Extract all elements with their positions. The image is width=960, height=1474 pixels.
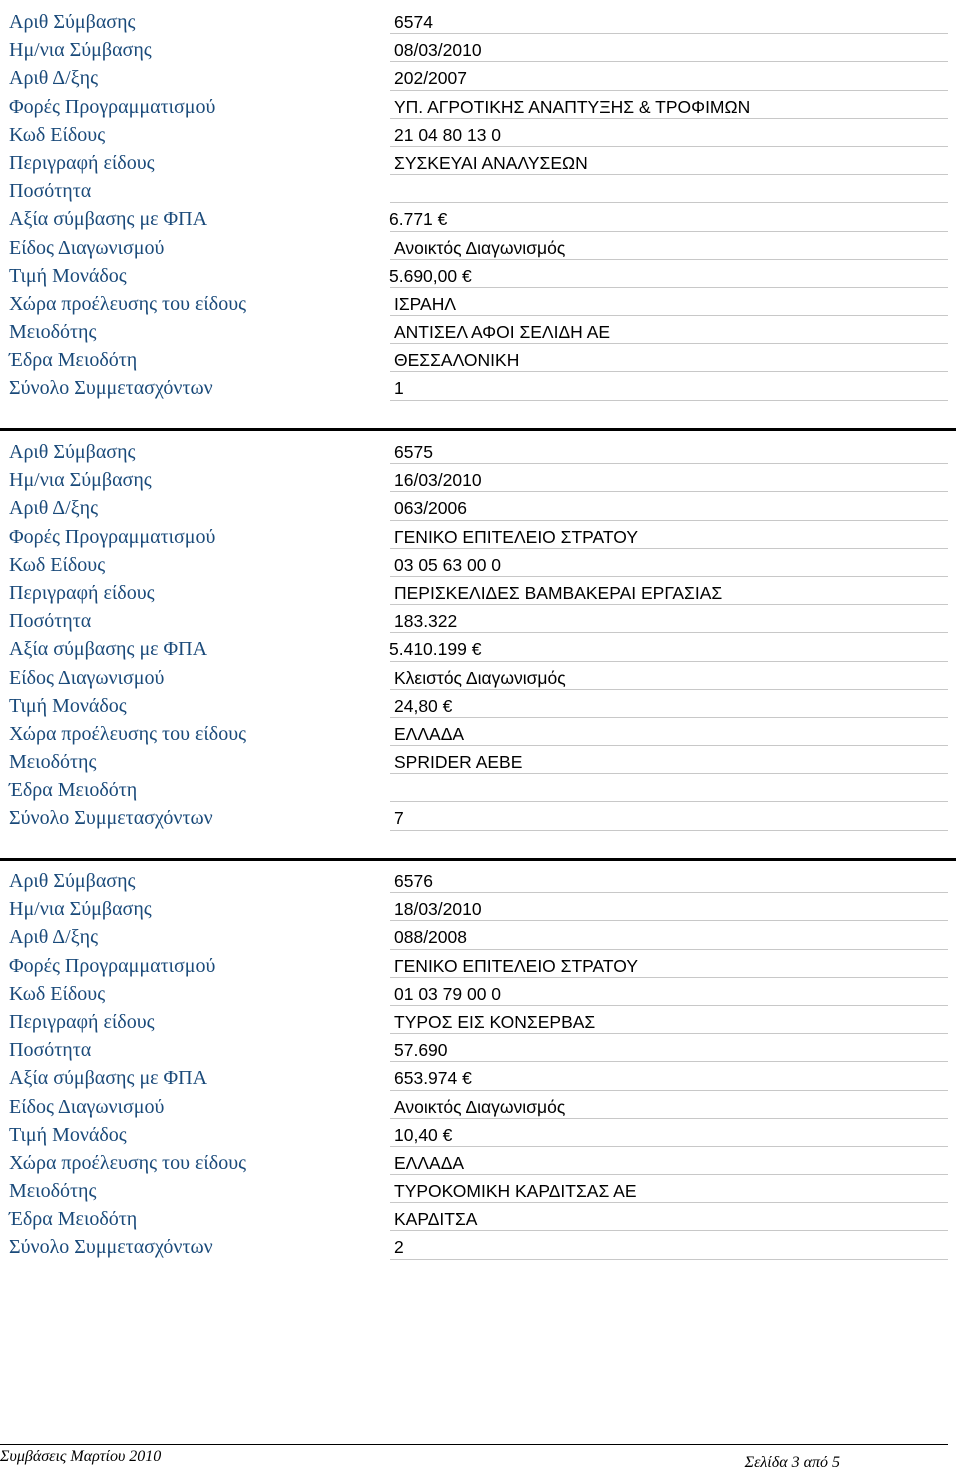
value-underline xyxy=(390,830,948,831)
field-value: 01 03 79 00 0 xyxy=(394,983,502,1004)
field-label: Χώρα προέλευσης του είδους xyxy=(9,1151,247,1174)
field-value: 10,40 € xyxy=(394,1124,453,1145)
field-value: ΙΣΡΑΗΛ xyxy=(394,293,457,314)
field-value: ΥΠ. ΑΓΡΟΤΙΚΗΣ ΑΝΑΠΤΥΞΗΣ & ΤΡΟΦΙΜΩΝ xyxy=(394,96,751,117)
value-underline xyxy=(390,1033,948,1034)
value-underline xyxy=(390,576,948,577)
field-row xyxy=(0,204,960,232)
field-value: 16/03/2010 xyxy=(394,470,482,491)
field-label: Έδρα Μειοδότη xyxy=(9,779,138,802)
field-label: Κωδ Είδους xyxy=(9,982,106,1005)
field-row xyxy=(0,775,960,803)
field-label: Έδρα Μειοδότη xyxy=(9,1208,138,1231)
field-value: Ανοικτός Διαγωνισμός xyxy=(394,1096,566,1117)
field-row xyxy=(0,1092,960,1120)
record-separator xyxy=(0,428,956,431)
field-label: Ημ/νια Σύμβασης xyxy=(9,39,152,62)
field-label: Αξία σύμβασης με ΦΠΑ xyxy=(9,1067,208,1090)
field-row xyxy=(0,261,960,289)
value-underline xyxy=(390,1174,948,1175)
field-value: ΤΥΡΟΣ ΕΙΣ ΚΟΝΣΕΡΒΑΣ xyxy=(394,1011,596,1032)
field-label: Αριθ Δ/ξης xyxy=(9,497,98,520)
field-value: ΚΑΡΔΙΤΣΑ xyxy=(394,1209,478,1230)
field-label: Κωδ Είδους xyxy=(9,123,106,146)
field-row xyxy=(0,719,960,747)
value-underline xyxy=(390,33,948,34)
field-label: Μειοδότης xyxy=(9,321,97,344)
field-value: 6.771 € xyxy=(389,209,448,230)
field-label: Χώρα προέλευσης του είδους xyxy=(9,722,247,745)
field-label: Κωδ Είδους xyxy=(9,553,106,576)
field-value: 183.322 xyxy=(394,611,458,632)
field-row xyxy=(0,1148,960,1176)
field-row xyxy=(0,1063,960,1091)
value-underline xyxy=(390,174,948,175)
value-underline xyxy=(390,745,948,746)
value-underline xyxy=(390,689,948,690)
field-value: 202/2007 xyxy=(394,68,467,89)
field-value: 24,80 € xyxy=(394,695,453,716)
field-row xyxy=(0,63,960,91)
field-row xyxy=(0,1204,960,1232)
field-label: Σύνολο Συμμετασχόντων xyxy=(9,377,213,400)
value-underline xyxy=(390,801,948,802)
value-underline xyxy=(390,1146,948,1147)
field-value: Ανοικτός Διαγωνισμός xyxy=(394,237,566,258)
field-row xyxy=(0,345,960,373)
value-underline xyxy=(390,548,948,549)
value-underline xyxy=(390,1259,948,1260)
field-label: Περιγραφή είδους xyxy=(9,1010,155,1033)
contract-record xyxy=(0,437,960,832)
field-row xyxy=(0,289,960,317)
field-row xyxy=(0,550,960,578)
field-row xyxy=(0,1035,960,1063)
field-value: ΕΛΛΑΔΑ xyxy=(394,723,465,744)
field-value: 2 xyxy=(394,1237,404,1258)
field-label: Χώρα προέλευσης του είδους xyxy=(9,292,247,315)
field-value: 08/03/2010 xyxy=(394,40,482,61)
value-underline xyxy=(390,231,948,232)
field-row xyxy=(0,922,960,950)
field-row xyxy=(0,1176,960,1204)
field-row xyxy=(0,35,960,63)
field-value: 6575 xyxy=(394,442,433,462)
field-label: Ποσότητα xyxy=(9,180,92,203)
field-value: Κλειστός Διαγωνισμός xyxy=(394,667,566,688)
field-row xyxy=(0,493,960,521)
field-label: Σύνολο Συμμετασχόντων xyxy=(9,1236,213,1259)
value-underline xyxy=(390,1230,948,1231)
value-underline xyxy=(390,315,948,316)
field-label: Μειοδότης xyxy=(9,1180,97,1203)
field-value: ΓΕΝΙΚΟ ΕΠΙΤΕΛΕΙΟ ΣΤΡΑΤΟΥ xyxy=(394,955,639,976)
field-label: Έδρα Μειοδότη xyxy=(9,349,138,372)
value-underline xyxy=(390,977,948,978)
field-value: 7 xyxy=(394,808,404,829)
value-underline xyxy=(390,202,948,203)
field-label: Μειοδότης xyxy=(9,751,97,774)
value-underline xyxy=(390,773,948,774)
value-underline xyxy=(390,717,948,718)
field-label: Αξία σύμβασης με ΦΠΑ xyxy=(9,638,208,661)
field-row xyxy=(0,747,960,775)
field-label: Αριθ Σύμβασης xyxy=(9,11,136,33)
record-separator xyxy=(0,858,956,861)
field-label: Είδος Διαγωνισμού xyxy=(9,666,165,689)
value-underline xyxy=(390,892,948,893)
field-value: 5.690,00 € xyxy=(389,265,472,286)
value-underline xyxy=(390,632,948,633)
field-value: ΠΕΡΙΣΚΕΛΙΔΕΣ ΒΑΜΒΑΚΕΡΑΙ ΕΡΓΑΣΙΑΣ xyxy=(394,582,723,603)
value-underline xyxy=(390,1005,948,1006)
value-underline xyxy=(390,520,948,521)
field-label: Ημ/νια Σύμβασης xyxy=(9,469,152,492)
field-label: Αριθ Σύμβασης xyxy=(9,870,136,892)
field-row xyxy=(0,606,960,634)
field-value: 03 05 63 00 0 xyxy=(394,554,502,575)
field-label: Ποσότητα xyxy=(9,610,92,633)
field-label: Φορές Προγραμματισμού xyxy=(9,95,216,118)
value-underline xyxy=(390,343,948,344)
field-value: ΘΕΣΣΑΛΟΝΙΚΗ xyxy=(394,350,520,371)
contract-record xyxy=(0,7,960,402)
field-label: Φορές Προγραμματισμού xyxy=(9,954,216,977)
field-row xyxy=(0,373,960,401)
field-row xyxy=(0,663,960,691)
field-label: Περιγραφή είδους xyxy=(9,581,155,604)
field-value: ΣΥΣΚΕΥΑΙ ΑΝΑΛΥΣΕΩΝ xyxy=(394,152,588,173)
field-row xyxy=(0,522,960,550)
field-value: 6576 xyxy=(394,871,433,891)
value-underline xyxy=(390,1090,948,1091)
value-underline xyxy=(390,259,948,260)
value-underline xyxy=(390,146,948,147)
field-row xyxy=(0,894,960,922)
field-row xyxy=(0,979,960,1007)
value-underline xyxy=(390,491,948,492)
value-underline xyxy=(390,604,948,605)
field-label: Περιγραφή είδους xyxy=(9,151,155,174)
field-row xyxy=(0,1007,960,1035)
field-value: 1 xyxy=(394,378,404,399)
value-underline xyxy=(390,920,948,921)
field-label: Τιμή Μονάδος xyxy=(9,1123,127,1146)
field-value: ΤΥΡΟΚΟΜΙΚΗ ΚΑΡΔΙΤΣΑΣ ΑΕ xyxy=(394,1181,637,1202)
field-value: 57.690 xyxy=(394,1040,448,1061)
field-label: Φορές Προγραμματισμού xyxy=(9,525,216,548)
field-value: 5.410.199 € xyxy=(389,639,482,660)
field-row xyxy=(0,92,960,120)
value-underline xyxy=(390,287,948,288)
field-row xyxy=(0,120,960,148)
field-label: Αριθ Δ/ξης xyxy=(9,67,98,90)
field-row xyxy=(0,437,960,465)
field-label: Ημ/νια Σύμβασης xyxy=(9,898,152,921)
field-row xyxy=(0,7,960,35)
value-underline xyxy=(390,463,948,464)
field-row xyxy=(0,148,960,176)
value-underline xyxy=(390,1061,948,1062)
value-underline xyxy=(390,1118,948,1119)
field-value: 6574 xyxy=(394,12,433,32)
field-row xyxy=(0,465,960,493)
field-label: Ποσότητα xyxy=(9,1039,92,1062)
field-label: Σύνολο Συμμετασχόντων xyxy=(9,807,213,830)
field-value: ΓΕΝΙΚΟ ΕΠΙΤΕΛΕΙΟ ΣΤΡΑΤΟΥ xyxy=(394,526,639,547)
field-value: 18/03/2010 xyxy=(394,899,482,920)
field-row xyxy=(0,176,960,204)
value-underline xyxy=(390,1202,948,1203)
field-value: 21 04 80 13 0 xyxy=(394,124,502,145)
field-value: 653.974 € xyxy=(394,1068,472,1089)
value-underline xyxy=(390,949,948,950)
value-underline xyxy=(390,90,948,91)
field-row xyxy=(0,951,960,979)
field-value: ΕΛΛΑΔΑ xyxy=(394,1152,465,1173)
field-row xyxy=(0,1120,960,1148)
field-label: Τιμή Μονάδος xyxy=(9,264,127,287)
field-value: SPRIDER AEBE xyxy=(394,752,523,773)
field-label: Αριθ Σύμβασης xyxy=(9,441,136,463)
field-row xyxy=(0,803,960,831)
footer-rule xyxy=(0,1444,948,1445)
value-underline xyxy=(390,61,948,62)
field-row xyxy=(0,691,960,719)
field-row xyxy=(0,634,960,662)
footer-page-number: Σελίδα 3 από 5 xyxy=(744,1454,840,1471)
field-label: Τιμή Μονάδος xyxy=(9,694,127,717)
field-row xyxy=(0,1232,960,1260)
field-label: Είδος Διαγωνισμού xyxy=(9,236,165,259)
field-value: ΑΝΤΙΣΕΛ ΑΦΟΙ ΣΕΛΙΔΗ ΑΕ xyxy=(394,322,611,343)
contract-record xyxy=(0,866,960,1261)
field-label: Είδος Διαγωνισμού xyxy=(9,1095,165,1118)
field-value: 088/2008 xyxy=(394,927,467,948)
footer-title: Συμβάσεις Μαρτίου 2010 xyxy=(0,1448,162,1465)
field-label: Αξία σύμβασης με ΦΠΑ xyxy=(9,208,208,231)
field-label: Αριθ Δ/ξης xyxy=(9,926,98,949)
field-row xyxy=(0,866,960,894)
value-underline xyxy=(390,661,948,662)
value-underline xyxy=(390,400,948,401)
field-row xyxy=(0,578,960,606)
value-underline xyxy=(390,118,948,119)
field-row xyxy=(0,233,960,261)
field-value: 063/2006 xyxy=(394,498,467,519)
value-underline xyxy=(390,371,948,372)
field-row xyxy=(0,317,960,345)
